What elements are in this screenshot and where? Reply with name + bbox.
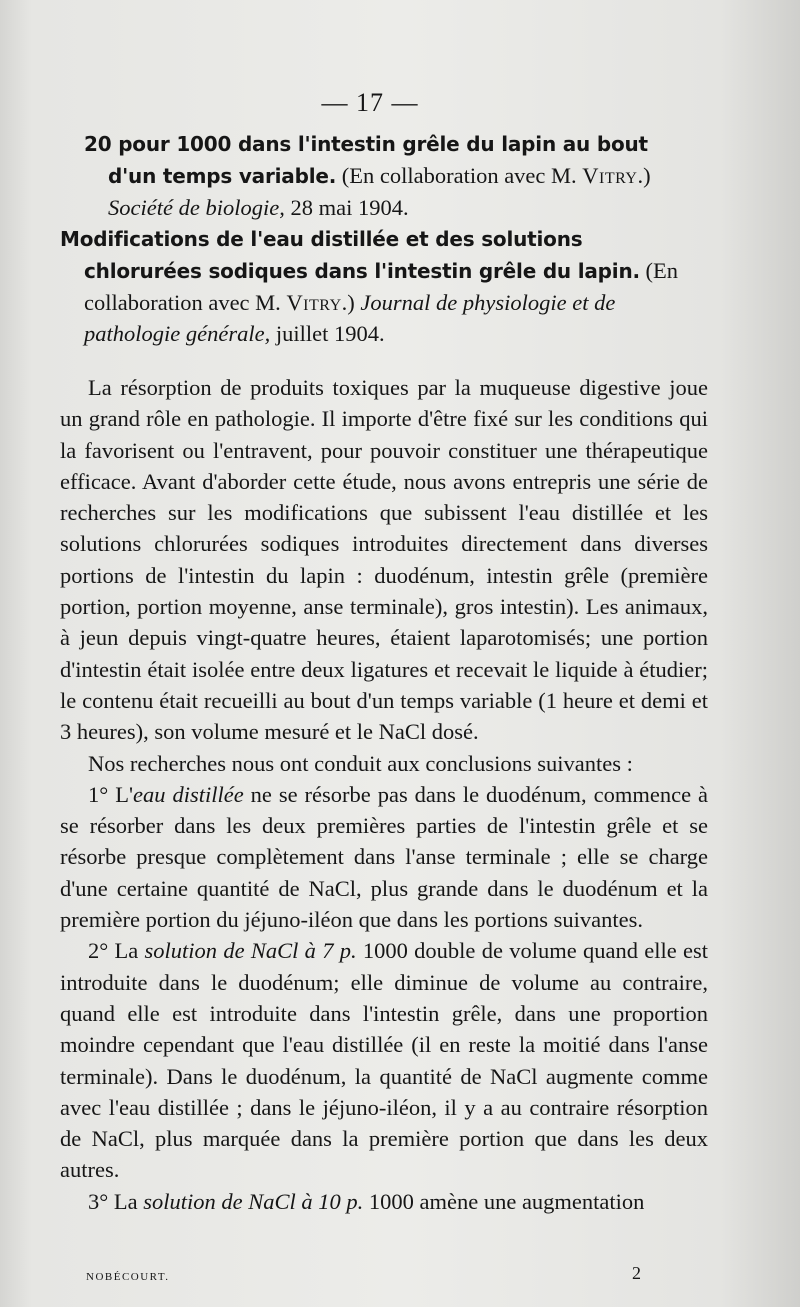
reference-collab-suffix: .): [637, 163, 651, 188]
reference-entry: [60, 223, 700, 349]
paragraph-conclusion-2: [60, 935, 708, 1185]
reference-date: juillet 1904.: [270, 321, 385, 346]
sheet-number: 2: [632, 1263, 641, 1283]
conclusion-number: 1° L': [88, 781, 134, 807]
reference-title: 20 pour 1000 dans l'intestin grêle du lapin au bout d'un temps variable.: [84, 132, 648, 188]
signature-mark: NOBÉCOURT.: [86, 1271, 170, 1283]
conclusion-subject: eau distillée: [133, 781, 244, 807]
reference-collab-prefix: (En collaboration avec M.: [336, 163, 583, 188]
conclusion-number: 2° La: [88, 938, 145, 964]
reference-title: Modifications de l'eau distillée et des solutions chlorurées sodiques dans l'intestin grêle du lapin.: [60, 227, 640, 283]
conclusion-text: 1000 amène une augmentation: [363, 1188, 645, 1214]
reference-journal: Société de biologie,: [108, 195, 285, 220]
conclusion-number: 3° La: [88, 1188, 144, 1214]
bibliography-references: [60, 128, 700, 349]
reference-collab-name: Vitry: [286, 290, 342, 315]
body-text: [60, 372, 708, 1217]
reference-journal: Journal de physiologie et de pathologie générale,: [84, 290, 616, 346]
conclusion-subject: solution de NaCl à 7 p.: [144, 938, 357, 964]
reference-entry: [84, 128, 700, 223]
conclusion-text: ne se résorbe pas dans le duodénum, commence à se résorber dans les deux premières parties de l'intestin grêle et se résorbe presque complètement dans l'anse terminale ; elle se charge d'une certaine quantité de NaCl, plus grande dans le duodénum et la première portion du jéjuno-iléon que dans les portions suivantes.: [60, 781, 709, 933]
conclusion-subject: solution de NaCl à 10 p.: [143, 1188, 364, 1214]
page-number: — 17 —: [321, 88, 419, 117]
paragraph-conclusion-3: [60, 1186, 708, 1217]
reference-date: 28 mai 1904.: [284, 195, 409, 220]
conclusion-text: 1000 double de volume quand elle est introduite dans le duodénum; elle diminue de volume au contraire, quand elle est introduite dans l'intestin grêle, dans une proportion moindre cependant que l'eau distillée (il en reste la moitié dans l'anse terminale). Dans le duodénum, la quantité de NaCl augmente comme avec l'eau distillée ; dans le jéjuno-iléon, il y a au contraire résorption de NaCl, plus marquée dans la première portion que dans les deux autres.: [60, 938, 709, 1183]
reference-collab-suffix: .): [341, 290, 361, 315]
paragraph-conclusions-lead: Nos recherches nous ont conduit aux conclusions suivantes :: [88, 750, 633, 776]
paragraph-intro: La résorption de produits toxiques par la muqueuse digestive joue un grand rôle en pathologie. Il importe d'être fixé sur les conditions qui la favorisent ou l'entravent, pour pouvoir constituer une thérapeutique efficace. Avant d'aborder cette étude, nous avons entrepris une série de recherches sur les modifications que subissent l'eau distillée et les solutions chlorurées sodiques introduites directement dans diverses portions de l'intestin du lapin : duodénum, intestin grêle (première portion, portion moyenne, anse terminale), gros intestin). Les animaux, à jeun depuis vingt-quatre heures, étaient laparotomisés; une portion d'intestin était isolée entre deux ligatures et recevait le liquide à étudier; le contenu était recueilli au bout d'un temps variable (1 heure et demi et 3 heures), son volume mesuré et le NaCl dosé.: [60, 375, 708, 745]
paragraph-conclusion-1: [60, 779, 708, 935]
reference-collab-name: Vitry: [582, 163, 638, 188]
reference-collab-prefix: (En collaboration avec M.: [84, 258, 679, 315]
